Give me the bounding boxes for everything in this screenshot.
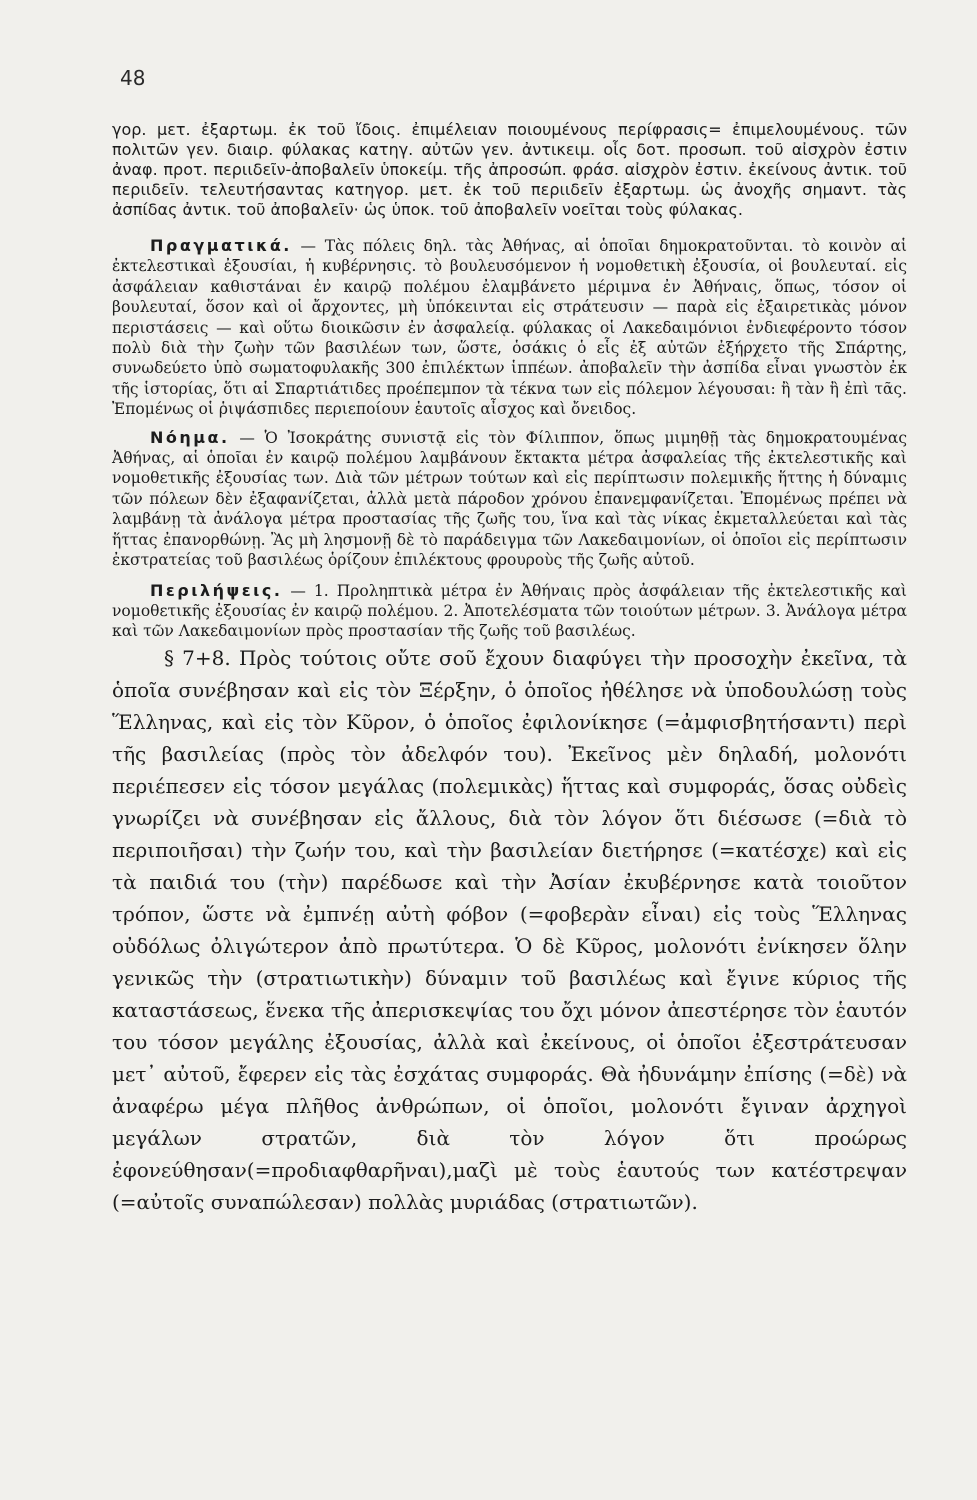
page-number: 48 [120,66,146,90]
pragmatika-text: — Τὰς πόλεις δηλ. τὰς Ἀθήνας, αἱ ὁποῖαι δημοκρατοῦνται. τὸ κοινὸν αἱ ἐκτελεστικαὶ ἐξουσίαι, ἡ κυβέρνησις. τὸ βουλευσόμενον ἡ νομοθετικὴ ἐξουσία, οἱ βουλευταί. εἰς ἀσφάλειαν καθιστάναι ἐν καιρῷ πολέμου ἐλαμβάνετο μέριμνα ἐν Ἀθήναις, ὅπως, τόσον οἱ βουλευταί, ὅσον καὶ οἱ ἄρχοντες, μὴ ὑπόκεινται εἰς στράτευσιν — παρὰ εἰς ἐξαιρετικὰς μόνον περιστάσεις — καὶ οὕτω διοικῶσιν ἐν ἀσφαλείᾳ. φύλακας οἱ Λακεδαιμόνιοι ἐνδιεφέροντο τόσον πολὺ διὰ τὴν ζωὴν τῶν βασιλέων των, ὥστε, ὁσάκις ὁ εἷς ἐξ αὐτῶν ἐξήρχετο τῆς Σπάρτης, συνωδεύετο ὑπὸ σωματοφυλακῆς 300 ἐπιλέκτων ἱππέων. ἀποβαλεῖν τὴν ἀσπίδα εἶναι γνωστὸν ἐκ τῆς ἱστορίας, ὅτι αἱ Σπαρτιάτιδες προέπεμπον τὰ τέκνα των εἰς πόλεμον λέγουσαι: ἢ τὰν ἢ ἐπὶ τᾶς. Ἐπομένως οἱ ῥιψάσπιδες περιεποίουν ἑαυτοῖς αἶσχος καὶ ὄνειδος. [112,237,907,419]
noima-heading: Νόημα. [150,427,230,447]
section-7-8-translation: § 7+8. Πρὸς τούτοις οὔτε σοῦ ἔχουν διαφύγει τὴν προσοχὴν ἐκεῖνα, τὰ ὁποῖα συνέβησαν καὶ εἰς τὸν Ξέρξην, ὁ ὁποῖος ἠθέλησε νὰ ὑποδουλώσῃ τοὺς Ἕλληνας, καὶ εἰς τὸν Κῦρον, ὁ ὁποῖος ἐφιλονίκησε (=ἀμφισβητήσαντι) περὶ τῆς βασιλείας (πρὸς τὸν ἀδελφόν του). Ἐκεῖνος μὲν δηλαδή, μολονότι περιέπεσεν εἰς τόσον μεγάλας (πολεμικὰς) ἥττας καὶ συμφοράς, ὅσας οὐδεὶς γνωρίζει νὰ συνέβησαν εἰς ἄλλους, διὰ τὸν λόγον ὅτι διέσωσε (=διὰ τὸ περιποιῆσαι) τὴν ζωήν του, καὶ τὴν βασιλείαν διετήρησε (=κατέσχε) καὶ εἰς τὰ παιδιά του (τὴν) παρέδωσε καὶ τὴν Ἀσίαν ἐκυβέρνησε κατὰ τοιοῦτον τρόπον, ὥστε νὰ ἐμπνέῃ αὐτὴ φόβον (=φοβερὰν εἶναι) εἰς τοὺς Ἕλληνας οὐδόλως ὀλιγώτερον ἀπὸ πρωτύτερα. Ὁ δὲ Κῦρος, μολονότι ἐνίκησεν ὅλην γενικῶς τὴν (στρατιωτικὴν) δύναμιν τοῦ βασιλέως καὶ ἔγινε κύριος τῆς καταστάσεως, ἕνεκα τῆς ἀπερισκεψίας του ὄχι μόνον ἀπεστέρησε τὸν ἑαυτόν του τόσον μεγάλης ἐξουσίας, ἀλλὰ καὶ ἐκείνους, οἱ ὁποῖοι ἐξεστράτευσαν μετ᾿ αὐτοῦ, ἔφερεν εἰς τὰς ἐσχάτας συμφοράς. Θὰ ἠδυνάμην ἐπίσης (=δὲ) νὰ ἀναφέρω μέγα πλῆθος ἀνθρώπων, οἱ ὁποῖοι, μολονότι ἔγιναν ἀρχηγοὶ μεγάλων στρατῶν, διὰ τὸν λόγον ὅτι προώρως ἐφονεύθησαν(=προδιαφθαρῆναι),μαζὶ μὲ τοὺς ἑαυτούς των κατέστρεψαν (=αὐτοῖς συναπώλεσαν) πολλὰς μυριάδας (στρατιωτῶν). [112,645,907,1214]
pragmatika-heading: Πραγματικά. [150,236,292,255]
noima-paragraph [112,428,907,571]
perilipseis-paragraph [112,581,907,642]
pragmatika-paragraph [112,236,907,420]
perilipseis-heading: Περιλήψεις. [150,580,283,600]
grammar-notes [112,120,907,220]
page-content [112,120,907,1218]
grammar-notes-text: γορ. μετ. ἐξαρτωμ. ἐκ τοῦ ἴδοις. ἐπιμέλειαν ποιουμένους περίφρασις= ἐπιμελουμένους. τῶν πολιτῶν γεν. διαιρ. φύλακας κατηγ. αὐτῶν γεν. ἀντικειμ. οἷς δοτ. προσωπ. τοῦ αἰσχρὸν ἐστιν ἀναφ. προτ. περιιδεῖν-ἀποβαλεῖν ὑποκείμ. τῆς ἀπροσώπ. φράσ. αἰσχρὸν ἐστιν. ἐκείνους ἀντικ. τοῦ περιιδεῖν. τελευτήσαντας κατηγορ. μετ. ἐκ τοῦ περιιδεῖν ἐξαρτωμ. ὡς ἀνοχῆς σημαντ. τὰς ἀσπίδας ἀντικ. τοῦ ἀποβαλεῖν· ὡς ὑποκ. τοῦ ἀποβαλεῖν νοεῖται τοὺς φύλακας. [112,120,907,219]
noima-text: — Ὁ Ἰσοκράτης συνιστᾷ εἰς τὸν Φίλιππον, ὅπως μιμηθῇ τὰς δημοκρατουμένας Ἀθήνας, αἱ ὁποῖαι ἐν καιρῷ πολέμου λαμβάνουν ἔκτακτα μέτρα ἀσφαλείας τῆς ἐκτελεστικῆς καὶ νομοθετικῆς ἐξουσίας των. Διὰ τῶν μέτρων τούτων καὶ εἰς περίπτωσιν πολεμικῆς ἥττης ἡ δύναμις τῶν πόλεων δὲν ἐξαφανίζεται, ἀλλὰ μετὰ πάροδον χρόνου ἐπανεμφανίζεται. Ἐπομένως πρέπει νὰ λαμβάνῃ τὰ ἀνάλογα μέτρα προστασίας τῆς ζωῆς του, ἵνα καὶ τὰς νίκας ἐκμεταλλεύεται καὶ τὰς ἥττας ἐπανορθώνῃ. Ἂς μὴ λησμονῇ δὲ τὸ παράδειγμα τῶν Λακεδαιμονίων, οἱ ὁποῖοι εἰς περίπτωσιν ἐκστρατείας τοῦ βασιλέως ὁρίζουν ἐπιλέκτους φρουροὺς τῆς ζωῆς αὐτοῦ. [112,428,907,570]
perilipseis-text: — 1. Προληπτικὰ μέτρα ἐν Ἀθήναις πρὸς ἀσφάλειαν τῆς ἐκτελεστικῆς καὶ νομοθετικῆς ἐξουσίας ἐν καιρῷ πολέμου. 2. Ἀποτελέσματα τῶν τοιούτων μέτρων. 3. Ἀνάλογα μέτρα καὶ τῶν Λακεδαιμονίων πρὸς προστασίαν τῆς ζωῆς τοῦ βασιλέως. [112,581,907,641]
